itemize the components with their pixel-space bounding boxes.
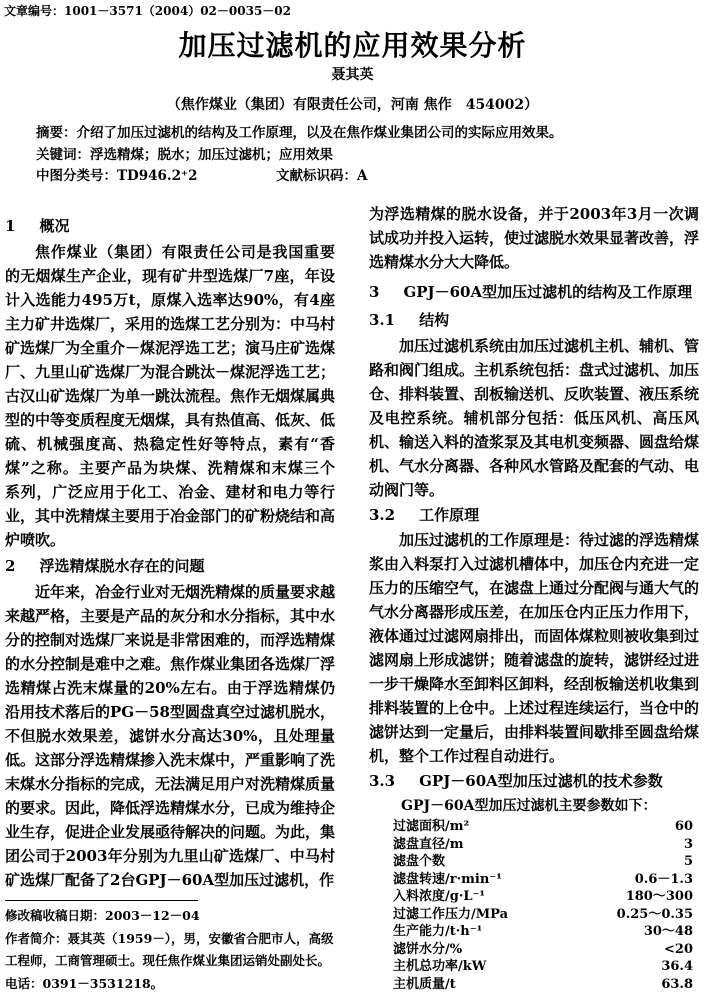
text-line: 不但脱水效果差，滤饼水分高达30%，且处理量: [5, 727, 335, 745]
section-3-1-heading: [369, 306, 699, 334]
abstract: 摘要：介绍了加压过滤机的结构及工作原理，以及在焦作煤业集团公司的实际应用效果。: [36, 125, 563, 141]
parameter-row: [393, 958, 693, 976]
parameter-value: 63.8: [661, 976, 693, 992]
text-line: 末煤水分指标的完成，无法满足用户对洗精煤质量: [5, 775, 336, 793]
text-line: 的要求。因此，降低浮选精煤水分，已成为维持企: [5, 799, 336, 817]
parameter-name: 过滤工作压力/MPa: [393, 906, 508, 922]
footnote-received-date: 修改稿收稿日期：2003－12－04: [5, 908, 200, 923]
section-2-heading: [5, 552, 335, 580]
text-line: 业生存，促进企业发展亟待解决的问题。为此，集: [5, 823, 336, 841]
parameter-value: 3: [683, 836, 693, 852]
paper-title: 加压过滤机的应用效果分析: [178, 29, 527, 62]
parameter-name: 滤盘个数: [393, 854, 446, 869]
text-line: 计入选能力495万t，原煤入选率达90%，有4座: [5, 291, 335, 309]
text-line: 沿用技术落后的PG－58型圆盘真空过滤机脱水，: [5, 703, 335, 721]
parameter-row: [393, 976, 693, 994]
parameter-name: 主机总功率/kW: [393, 959, 487, 974]
text-line: 矿选煤厂为全重介－煤泥浮选工艺；演马庄矿选煤: [5, 339, 336, 357]
text-line: 路和阀门组成。主机系统包括：盘式过滤机、加压: [369, 361, 700, 379]
text-line: 排料装置的上仓中。上述过程连续运行，当仓中的: [369, 699, 700, 717]
table-caption: GPJ－60A型加压过滤机主要参数如下：: [401, 798, 657, 814]
text-line: 压力的压缩空气，在滤盘上通过分配阀与通大气的: [369, 579, 700, 597]
parameter-row: [393, 853, 693, 871]
text-line: 分的控制对选煤厂来说是非常困难的，而浮选精煤: [5, 631, 336, 649]
text-line: 业，其中洗精煤主要用于冶金部门的矿粉烧结和高: [5, 507, 336, 525]
section-title: GPJ－60A型加压过滤机的结构及工作原理: [403, 283, 693, 301]
section-1-heading: [5, 212, 335, 240]
text-line: 浆由入料泵打入过滤机槽体中，加压仓内充进一定: [369, 555, 700, 573]
text-line: 主力矿井选煤厂，采用的选煤工艺分别为：中马村: [5, 315, 336, 333]
text-line: 厂、九里山矿选煤厂为混合跳汰－煤泥浮选工艺；: [5, 363, 336, 381]
text-line: 低。这部分浮选精煤掺入洗末煤中，严重影响了洗: [5, 751, 336, 769]
text-line: 矿选煤厂配备了2台GPJ－60A型加压过滤机，作: [5, 871, 335, 889]
section-1-body: [5, 240, 335, 552]
text-line: 系列，广泛应用于化工、冶金、建材和电力等行: [5, 483, 335, 501]
section-title: GPJ－60A型加压过滤机的技术参数: [419, 772, 663, 790]
text-line: 来越严格，主要是产品的灰分和水分指标，其中水: [5, 607, 336, 625]
text-line: 动阀门等。: [369, 481, 445, 499]
text-line: 煤”之称。主要产品为块煤、洗精煤和末煤三个: [5, 459, 335, 477]
parameter-name: 滤盘转速/r·min⁻¹: [393, 871, 502, 887]
section-number: 3.1: [369, 311, 396, 329]
section-3-2-body: [369, 528, 699, 768]
text-line: 选精煤占洗末煤量的20%左右。由于浮选精煤仍: [5, 679, 335, 697]
text-line: 仓、排料装置、刮板输送机、反吹装置、液压系统: [369, 385, 700, 403]
author: 聂其英: [331, 67, 374, 83]
text-line: 液体通过过滤网扇排出，而固体煤粒则被收集到过: [369, 627, 700, 645]
section-3-3-heading: [369, 768, 699, 794]
document-code: 文献标识码：A: [276, 168, 368, 184]
text-line: 机，整个工作过程自动进行。: [369, 747, 565, 765]
footnote-divider: [5, 900, 198, 901]
section-number: 3.3: [369, 772, 396, 790]
text-line: 一步干燥降水至卸料区卸料，经刮板输送机收集到: [369, 675, 700, 693]
text-line: 加压过滤机系统由加压过滤机主机、辅机、管: [399, 337, 700, 355]
parameter-table: [393, 818, 693, 993]
parameter-name: 入料浓度/g·L⁻¹: [393, 889, 486, 904]
parameter-value: 0.25～0.35: [616, 906, 693, 922]
left-column: [5, 212, 335, 892]
parameter-row: [393, 888, 693, 906]
parameter-row: [393, 923, 693, 941]
parameter-row: [393, 818, 693, 836]
parameter-row: [393, 871, 693, 889]
section-title: 结构: [419, 311, 450, 329]
classification-number: 中图分类号：TD946.2⁺2: [36, 168, 198, 184]
parameter-value: 60: [674, 819, 693, 834]
parameter-value: 180～300: [625, 889, 693, 904]
parameter-name: 滤饼水分/%: [393, 941, 463, 957]
section-title: 浮选精煤脱水存在的问题: [39, 557, 205, 575]
text-line: 滤饼达到一定量后，由排料装置间歇排至圆盘给煤: [369, 723, 700, 741]
parameter-row: [393, 836, 693, 854]
text-line: 的水分控制是难中之难。焦作煤业集团各选煤厂浮: [5, 655, 336, 673]
section-3-heading: [369, 278, 699, 306]
parameter-name: 主机质量/t: [393, 976, 456, 992]
section-title: 概况: [39, 217, 70, 235]
footnote-phone: 电话：0391－3531218。: [5, 975, 164, 991]
parameter-name: 滤盘直径/m: [393, 836, 464, 852]
text-line: 加压过滤机的工作原理是：待过滤的浮选精煤: [399, 531, 700, 549]
text-line: 机、输送入料的渣浆泵及其电机变频器、圆盘给煤: [369, 433, 700, 451]
parameter-value: 5: [683, 854, 693, 869]
section-number: 3.2: [369, 506, 396, 524]
text-line: 型的中等变质程度无烟煤，具有热值高、低灰、低: [5, 411, 336, 429]
parameter-row: [393, 906, 693, 924]
section-number: 2: [5, 557, 16, 575]
section-number: 1: [5, 217, 16, 235]
text-line: 为浮选精煤的脱水设备，并于2003年3月一次调: [369, 205, 699, 223]
section-2-body: [5, 580, 335, 892]
parameter-name: 过滤面积/m²: [393, 819, 470, 834]
text-line: 炉喷吹。: [5, 531, 66, 549]
keywords: 关键词：浮选精煤；脱水；加压过滤机；应用效果: [36, 147, 333, 163]
footnote-author-bio: 作者简介：聂其英（1959－），男，安徽省合肥市人，高级: [5, 930, 334, 946]
text-line: 机、气水分离器、各种风水管路及配套的气动、电: [369, 457, 700, 475]
text-line: 硫、机械强度高、热稳定性好等特点，素有“香: [5, 435, 335, 453]
text-line: 焦作煤业（集团）有限责任公司是我国重要: [35, 243, 335, 261]
article-number: 文章编号：1001－3571（2004）02－0035－02: [4, 4, 291, 18]
parameter-value: <20: [664, 941, 693, 957]
section-number: 3: [369, 283, 380, 301]
parameter-name: 生产能力/t·h⁻¹: [393, 924, 483, 939]
text-line: 团公司于2003年分别为九里山矿选煤厂、中马村: [5, 847, 335, 865]
section-3-2-heading: [369, 502, 699, 528]
affiliation: （焦作煤业（集团）有限责任公司，河南 焦作 454002）: [166, 97, 539, 113]
right-column: [369, 202, 699, 993]
text-line: 试成功并投入运转，使过滤脱水效果显著改善，浮: [369, 229, 700, 247]
footnotes: [5, 905, 340, 995]
text-line: 选精煤水分大大降低。: [369, 253, 520, 271]
footnote-author-bio: 工程师，工商管理硕士。现任焦作煤业集团运销处副处长。: [5, 953, 331, 968]
text-line: 的无烟煤生产企业，现有矿井型选煤厂7座，年设: [5, 267, 335, 285]
parameter-value: 0.6－1.3: [634, 871, 693, 887]
text-line: 古汉山矿选煤厂为单一跳汰流程。焦作无烟煤属典: [5, 387, 336, 405]
section-3-1-body: [369, 334, 699, 502]
section-2-continued: [369, 202, 699, 274]
text-line: 近年来，冶金行业对无烟洗精煤的质量要求越: [35, 583, 336, 601]
parameter-value: 30～48: [643, 924, 693, 939]
text-line: 及电控系统。辅机部分包括：低压风机、高压风: [369, 409, 699, 427]
text-line: 气水分离器形成压差，在加压仓内正压力作用下，: [369, 603, 700, 621]
text-line: 滤网扇上形成滤饼；随着滤盘的旋转，滤饼经过进: [369, 651, 700, 669]
parameter-row: [393, 941, 693, 959]
parameter-value: 36.4: [661, 959, 693, 974]
section-title: 工作原理: [419, 506, 480, 524]
